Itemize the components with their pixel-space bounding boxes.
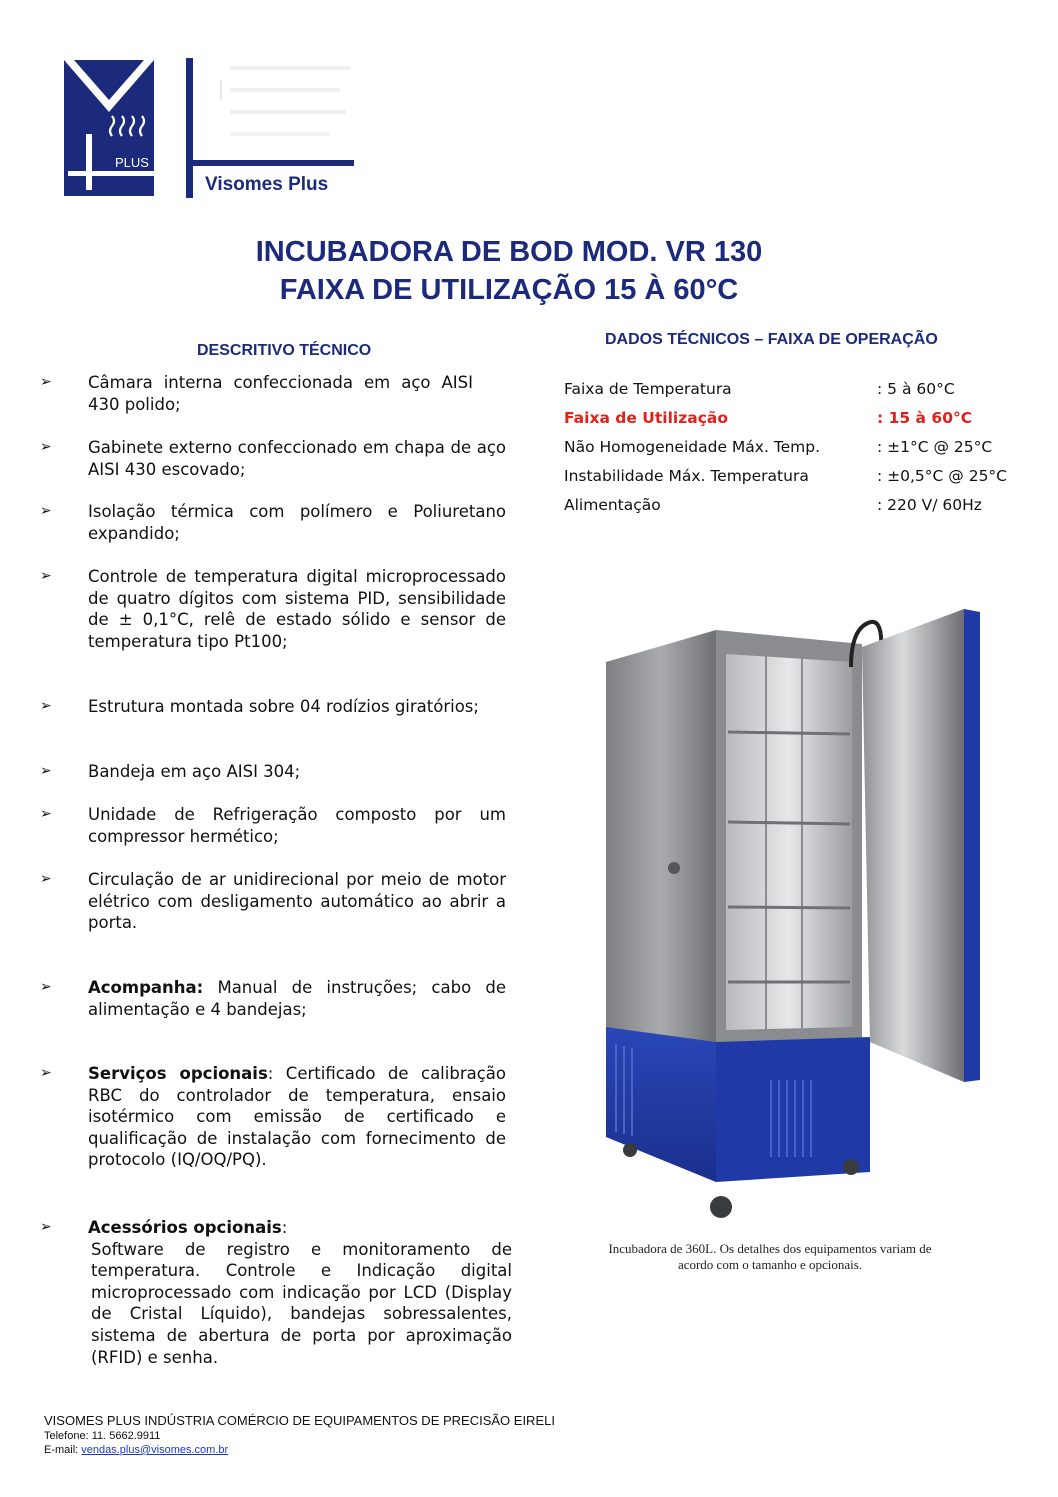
spec-value: : 5 à 60°C xyxy=(877,380,955,398)
bullet-icon: ➢ xyxy=(40,374,52,390)
caption-line1: Incubadora de 360L. Os detalhes dos equipamentos variam de xyxy=(608,1241,932,1256)
list-item-text: Bandeja em aço AISI 304; xyxy=(88,762,301,781)
caption-line2: acordo com o tamanho e opcionais. xyxy=(677,1257,863,1272)
spec-value: : ±1°C @ 25°C xyxy=(877,438,993,456)
spec-row xyxy=(564,496,1024,525)
bullet-icon: ➢ xyxy=(40,763,52,779)
photo-caption xyxy=(580,1241,960,1273)
list-item-rest: Manual de instruções; cabo de alimentação e 4 bandejas; xyxy=(88,978,506,1019)
bullet-icon: ➢ xyxy=(40,1219,52,1235)
list-item-text xyxy=(88,1217,512,1239)
list-item-text: Circulação de ar unidirecional por meio de motor elétrico com desligamento automático ao abrir a porta. xyxy=(88,870,506,933)
list-item xyxy=(40,566,506,652)
bullet-icon: ➢ xyxy=(40,698,52,714)
list-item xyxy=(40,761,506,783)
spec-value: : 15 à 60°C xyxy=(877,409,973,427)
descritivo-heading: DESCRITIVO TÉCNICO xyxy=(197,342,372,359)
list-item xyxy=(40,1063,506,1171)
list-item-text: Gabinete externo confeccionado em chapa de aço AISI 430 escovado; xyxy=(88,438,506,479)
list-item-bold: Acessórios opcionais xyxy=(88,1218,282,1237)
footer-email-line xyxy=(44,1444,228,1456)
spec-label: Alimentação xyxy=(564,496,661,514)
bullet-icon: ➢ xyxy=(40,503,52,519)
list-item xyxy=(40,696,506,718)
list-item-bold: Serviços opcionais xyxy=(88,1064,268,1083)
spec-value: : ±0,5°C @ 25°C xyxy=(877,467,1008,485)
page-title-line1: INCUBADORA DE BOD MOD. VR 130 xyxy=(255,236,763,268)
brand-name: Visomes Plus xyxy=(205,174,329,195)
list-item xyxy=(40,977,506,1020)
email-link[interactable]: vendas.plus@visomes.com.br xyxy=(81,1444,229,1456)
list-item xyxy=(40,437,506,480)
incubator-photo xyxy=(566,572,1014,1244)
bullet-icon: ➢ xyxy=(40,439,52,455)
bullet-icon: ➢ xyxy=(40,979,52,995)
page-title-line2: FAIXA DE UTILIZAÇÃO 15 À 60°C xyxy=(279,274,739,306)
list-item-text: Isolação térmica com polímero e Poliuretano expandido; xyxy=(88,502,506,543)
list-item-text xyxy=(88,977,506,1020)
bullet-icon: ➢ xyxy=(40,806,52,822)
bullet-icon: ➢ xyxy=(40,871,52,887)
spec-row xyxy=(564,438,1024,467)
list-item-text: Estrutura montada sobre 04 rodízios giratórios; xyxy=(88,697,479,716)
spec-label: Faixa de Utilização xyxy=(564,409,729,427)
spec-label: Faixa de Temperatura xyxy=(564,380,732,398)
spec-row-highlight xyxy=(564,409,1024,438)
list-item-extra: Software de registro e monitoramento de temperatura. Controle e Indicação digital microprocessado com indicação por LCD (Display de Cristal Líquido), bandejas sobressalentes, sistema de abertura de porta por aproximação (RFID) e senha. xyxy=(91,1239,512,1367)
list-item xyxy=(40,804,506,847)
list-item xyxy=(40,372,506,415)
list-item xyxy=(40,869,506,934)
bullet-icon: ➢ xyxy=(40,1065,52,1081)
spec-label: Não Homogeneidade Máx. Temp. xyxy=(564,438,821,456)
list-item xyxy=(40,1217,512,1368)
footer-email-label: E-mail: xyxy=(44,1444,82,1456)
list-item-bold: Acompanha: xyxy=(88,978,204,997)
dados-heading: DADOS TÉCNICOS – FAIXA DE OPERAÇÃO xyxy=(605,331,938,348)
list-item-text: Câmara interna confeccionada em aço AISI 430 polido; xyxy=(88,373,473,414)
footer-phone: Telefone: 11. 5662.9911 xyxy=(44,1430,161,1442)
spec-label: Instabilidade Máx. Temperatura xyxy=(564,467,809,485)
bullet-icon: ➢ xyxy=(40,568,52,584)
spec-row xyxy=(564,467,1024,496)
footer-company: VISOMES PLUS INDÚSTRIA COMÉRCIO DE EQUIPAMENTOS DE PRECISÃO EIRELI xyxy=(44,1413,555,1428)
spec-row xyxy=(564,380,1024,409)
spec-value: : 220 V/ 60Hz xyxy=(877,496,982,514)
list-item-text: Controle de temperatura digital microprocessado de quatro dígitos com sistema PID, sensibilidade de ± 0,1°C, relê de estado sólido e sensor de temperatura tipo Pt100; xyxy=(88,567,506,651)
list-item-rest: : xyxy=(281,1218,288,1237)
list-item xyxy=(40,501,506,544)
list-item-rest: : Certificado de calibração RBC do controlador de temperatura, ensaio isotérmico com emissão de certificado e qualificação de instalação com fornecimento de protocolo (IQ/OQ/PQ). xyxy=(88,1064,506,1170)
logo-plus-text: PLUS xyxy=(115,155,149,170)
list-item-text: Unidade de Refrigeração composto por um compressor hermético; xyxy=(88,805,506,846)
list-item-text xyxy=(88,1063,506,1171)
